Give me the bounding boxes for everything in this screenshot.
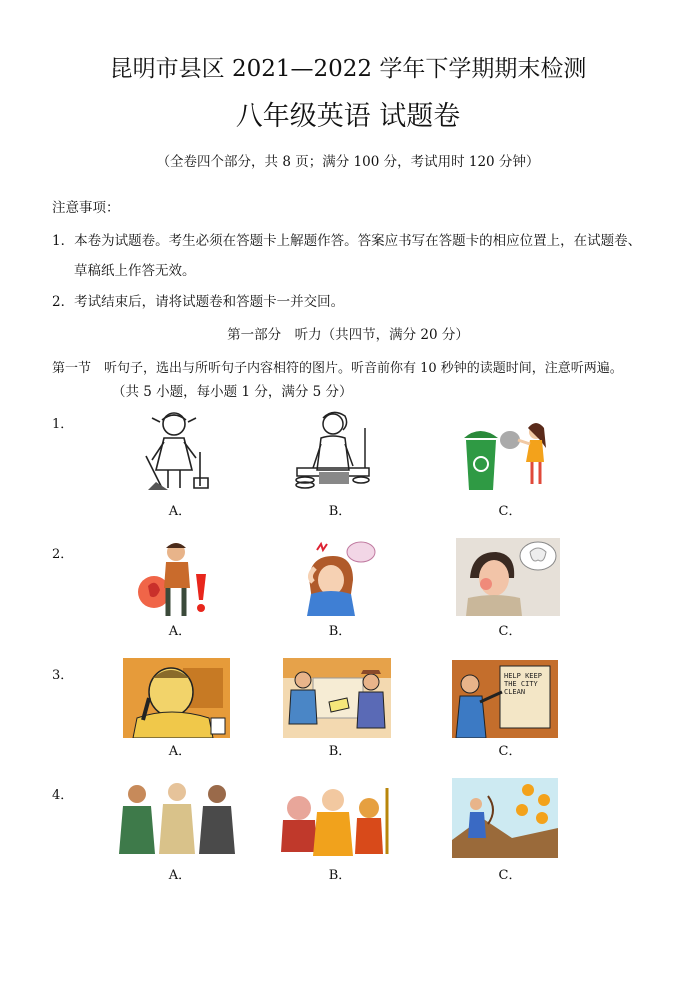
q3-option-a: A． — [168, 744, 192, 759]
question-number-2: 2． — [52, 547, 74, 562]
q2-option-c: C． — [498, 624, 522, 639]
q3-option-b: B． — [328, 744, 352, 759]
q2-picture-a-stomachache — [130, 538, 218, 620]
notice-heading: 注意事项： — [52, 200, 120, 216]
q4-picture-c-archer-suns — [452, 778, 558, 858]
q2-option-a: A． — [168, 624, 192, 639]
q1-option-b: B． — [328, 504, 352, 519]
section1-scoring: （共 5 小题，每小题 1 分，满分 5 分） — [112, 384, 353, 400]
q1-picture-b-woman-washing-dishes — [293, 408, 373, 494]
part1-heading: 第一部分 听力（共四节，满分 20 分） — [227, 327, 469, 343]
q1-picture-a-girl-sweeping — [140, 408, 216, 494]
q3-option-c: C． — [498, 744, 522, 759]
q2-option-b: B． — [328, 624, 352, 639]
q3-poster-sign-text: HELP KEEP THE CITY CLEAN — [504, 672, 542, 696]
q4-option-a: A． — [168, 868, 192, 883]
q2-picture-c-toothache — [456, 538, 560, 616]
notice-item-1: 1．本卷为试题卷。考生必须在答题卡上解题作答。答案应书写在答题卡的相应位置上，在试题卷、 — [52, 233, 642, 249]
question-number-4: 4． — [52, 788, 74, 803]
q3-picture-b-handing-paper — [283, 658, 391, 738]
q4-picture-a-three-warriors — [115, 778, 240, 858]
q4-option-b: B． — [328, 868, 352, 883]
question-number-1: 1． — [52, 417, 74, 432]
q4-picture-b-journey-characters — [277, 778, 392, 858]
exam-note: （全卷四个部分，共 8 页；满分 100 分，考试用时 120 分钟） — [156, 154, 540, 170]
q2-picture-b-headache — [293, 538, 383, 616]
q3-picture-a-man-on-phone — [123, 658, 230, 738]
section1-instruction: 第一节 听句子，选出与所听句子内容相符的图片。听音前你有 10 秒钟的读题时间，注意听两遍。 — [52, 361, 623, 376]
q1-option-c: C． — [498, 504, 522, 519]
exam-title: 昆明市县区 2021—2022 学年下学期期末检测 — [109, 56, 587, 82]
notice-item-1-cont: 草稿纸上作答无效。 — [74, 263, 196, 279]
exam-subtitle: 八年级英语 试题卷 — [235, 101, 461, 132]
q4-option-c: C． — [498, 868, 522, 883]
question-number-3: 3． — [52, 668, 74, 683]
q3-picture-c-poster — [452, 660, 558, 738]
q1-picture-c-girl-recycling — [460, 418, 550, 492]
notice-item-2: 2．考试结束后，请将试题卷和答题卡一并交回。 — [52, 294, 345, 310]
q1-option-a: A． — [168, 504, 192, 519]
